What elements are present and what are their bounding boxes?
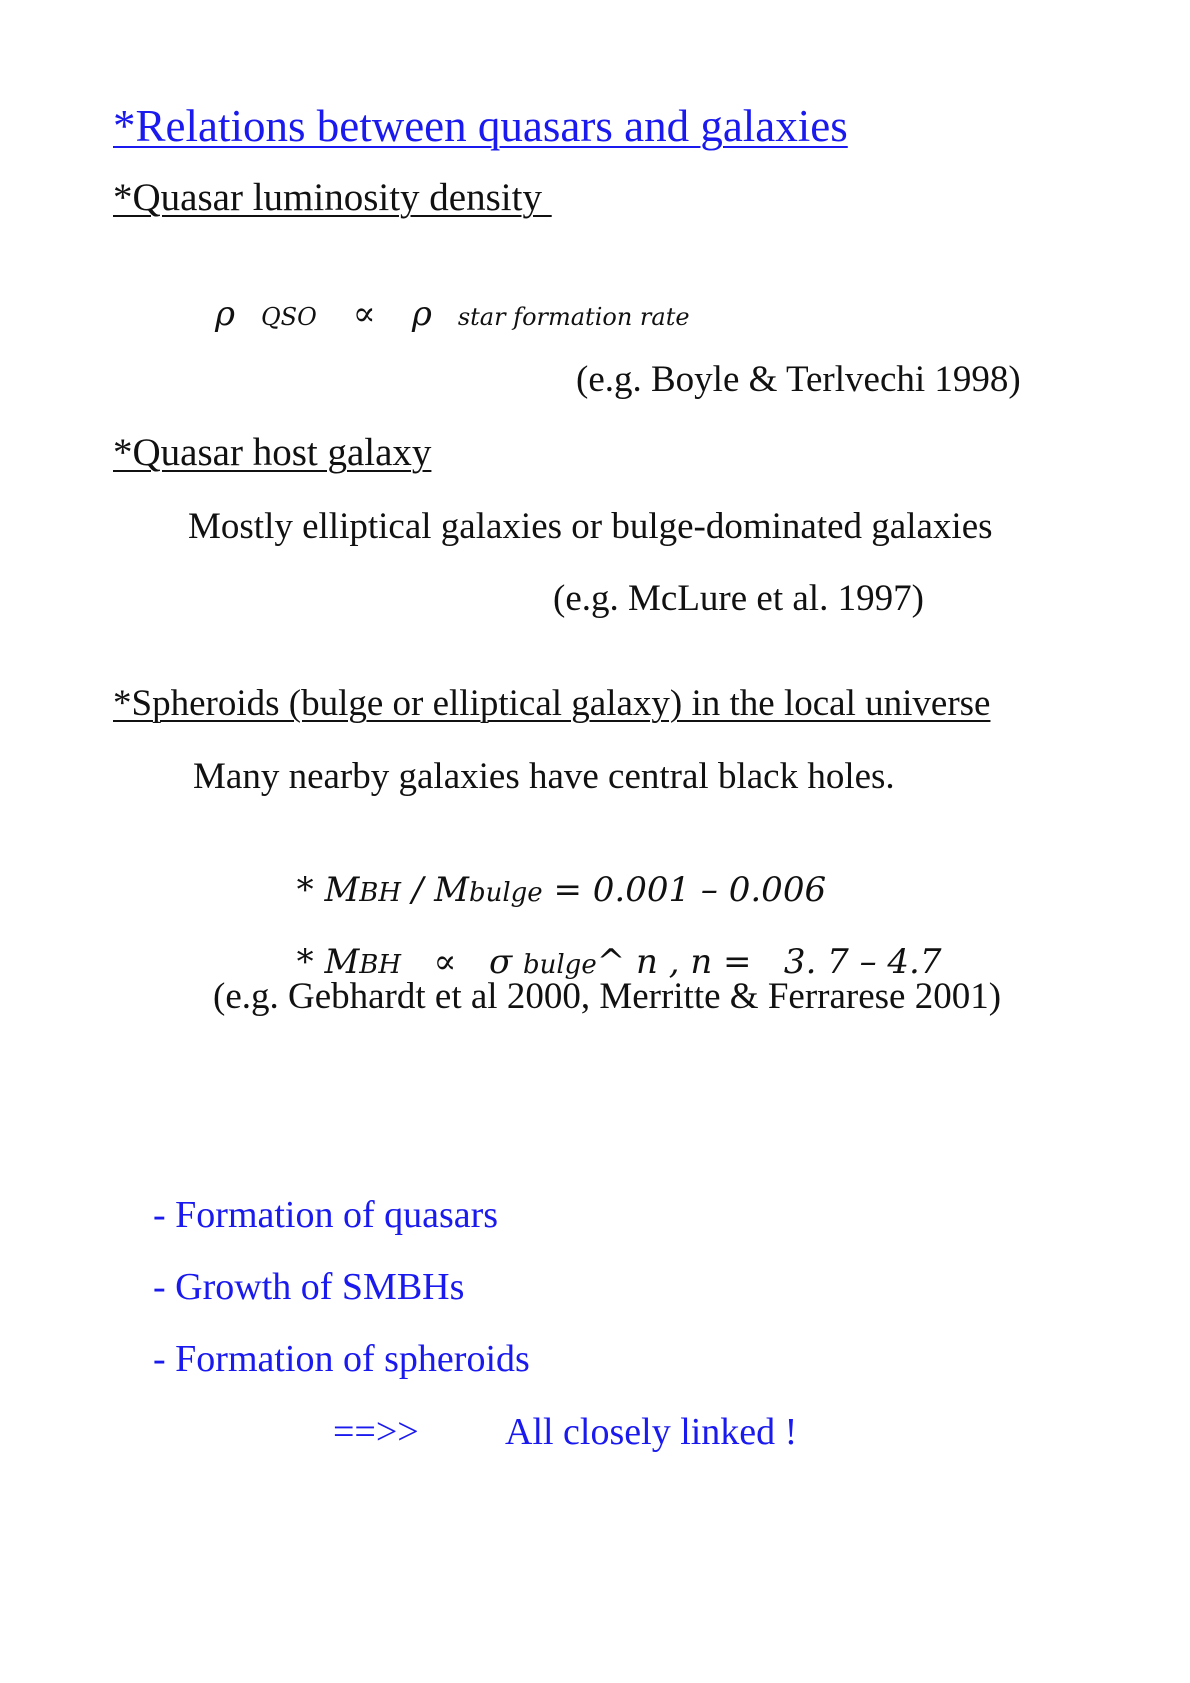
sigma-symbol: σ: [488, 942, 513, 982]
mass-symbol-bulge: M: [434, 870, 469, 910]
bullet-star: *: [296, 942, 314, 982]
bullet-formation-of-quasars: - Formation of quasars: [153, 1194, 499, 1236]
subscript-bulge: bulge: [522, 950, 597, 980]
exponent-range: ^ n , n = 3. 7 – 4.7: [596, 942, 942, 982]
mass-ratio-value: = 0.001 – 0.006: [542, 870, 827, 910]
subscript-bh: BH: [359, 878, 402, 908]
heading-spheroids: *Spheroids (bulge or elliptical galaxy) in the local universe: [113, 683, 991, 724]
proportional-symbol: ∝: [352, 294, 376, 334]
conclusion-text: All closely linked !: [505, 1411, 798, 1453]
bullet-formation-of-spheroids: - Formation of spheroids: [153, 1338, 530, 1380]
citation-boyle: (e.g. Boyle & Terlvechi 1998): [576, 359, 1021, 400]
subscript-bh: BH: [359, 950, 402, 980]
bullet-star: *: [296, 870, 314, 910]
heading-quasar-luminosity-density: *Quasar luminosity density: [113, 176, 552, 219]
bullet-growth-of-smbhs: - Growth of SMBHs: [153, 1266, 465, 1308]
equation-luminosity-density: [215, 294, 690, 334]
proportional-symbol: ∝: [433, 942, 457, 982]
mass-symbol: M: [324, 942, 360, 982]
mass-symbol: M: [324, 870, 360, 910]
citation-gebhardt-merritte: (e.g. Gebhardt et al 2000, Merritte & Ferrarese 2001): [213, 976, 1002, 1017]
equation-mass-ratio: [275, 830, 826, 910]
page-title: *Relations between quasars and galaxies: [113, 101, 848, 151]
host-galaxy-description: Mostly elliptical galaxies or bulge-dominated galaxies: [188, 506, 993, 547]
subscript-bulge: bulge: [468, 878, 543, 908]
equation-m-sigma: [275, 902, 942, 982]
arrow-symbol: ==>>: [333, 1411, 419, 1453]
slash: /: [401, 870, 435, 910]
citation-mclure: (e.g. McLure et al. 1997): [553, 578, 924, 619]
spheroids-description: Many nearby galaxies have central black holes.: [193, 756, 895, 797]
subscript-star-formation-rate: star formation rate: [457, 303, 690, 331]
heading-quasar-host-galaxy: *Quasar host galaxy: [113, 431, 432, 474]
subscript-qso: QSO: [261, 303, 317, 331]
rho-symbol-sfr: ρ: [411, 294, 432, 334]
rho-symbol-qso: ρ: [215, 294, 235, 334]
